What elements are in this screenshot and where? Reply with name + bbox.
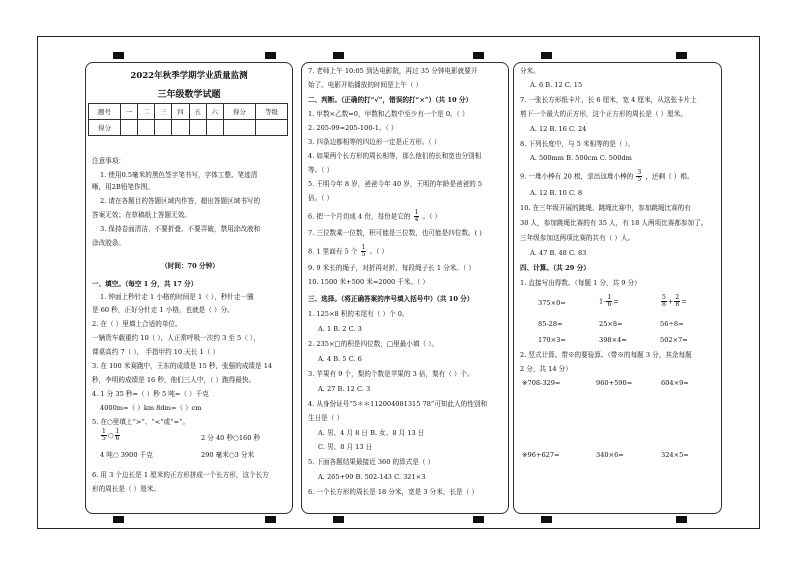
question-line: 形的周长是（ ）厘米。 [92,485,161,493]
column-1 [85,62,293,514]
notes-line: 3. 保持卷面清洁，不要折叠、不要弄破，禁用涂改液和 [100,225,261,233]
calc-item: 170×3= [538,336,566,344]
registration-mark [113,52,124,59]
question-line: 5. 下面各题结果最接近 360 的算式是（ ） [308,458,435,466]
registration-mark [265,516,276,523]
score-cell[interactable] [189,120,206,136]
question-text: 9. 一堆小棒有 20 根，拿出这堆小棒的 [520,172,634,181]
compare-item: 290 毫米○3 分米 [201,451,255,459]
question-line: 剪下一个最大的正方形，这个正方形的周长是（ ）厘米。 [520,110,687,118]
question-line: 4. 从身份证号“5＊＊112004081315 78”可知此人的性别和 [308,400,488,408]
option-line: A. 1 B. 2 C. 3 [318,325,362,333]
score-row-label: 得分 [89,120,121,136]
question-line: 1. 直接写出得数。（每题 1 分，共 9 分） [520,279,641,287]
exam-subtitle: 三年级数学试题 [157,90,221,100]
question-text: 6. 把一个月切成 4 份，每份是它的 [308,212,411,221]
question-line: 1. 125×8 积的末尾有（ ）个 0。 [308,310,409,318]
question-line: 4. 1 分 35 秒=（ ）秒 5 吨=（ ）千克 [92,390,209,398]
score-header-cell: 三 [155,104,172,120]
question-line: 始了。电影开始播放的时间是上午（ ） [308,81,423,89]
registration-mark [265,52,276,59]
fraction: $\frac{1}{4}$ [414,209,419,223]
calc-item: 56÷8= [660,320,684,328]
question-line: 7. 老师上午 10:05 到达电影院，再过 35 分钟电影就要开 [308,67,478,75]
question-line [308,245,504,258]
compare-item: 2 分 40 秒○160 秒 [201,434,261,442]
calc-item: 502×7≈ [660,336,688,344]
fraction: $\frac{1}{5}$ [102,428,106,442]
calc-item: 960+590= [596,379,633,387]
question-line: 分米。 [520,67,540,75]
calc-item: 25×8= [599,320,623,328]
calc-item: 604×9= [661,379,689,387]
registration-mark [541,516,552,523]
question-line: 3. 在 100 米赛跑中，王东的成绩是 15 秒，张强的成绩是 14 [92,362,273,370]
notes-line: 2. 请在各题目的答题区域内作答，超出答题区域书写的 [100,197,261,205]
notes-line: 涂改胶条。 [92,239,125,247]
question-line: 2. 205-99=205-100-1。（ ） [308,124,398,132]
question-line: 5. 在○里填上“>”、“<”或“=”。 [92,418,190,426]
registration-mark [333,516,344,523]
question-line: 课桌高约 7（ ）， 手指甲约 10 天长 1（ ） [92,348,220,356]
score-header-cell: 二 [138,104,155,120]
registration-mark [676,52,687,59]
calc-item: ※96+627= [522,451,560,459]
calc-item: 398×4≈ [599,336,627,344]
question-line: 10. 1500 米+500 米=2000 千米。（ ） [308,278,430,286]
question-line: 生日是（ ） [308,414,344,422]
fraction: $\frac{5}{8}$ [662,294,666,308]
registration-mark [473,516,484,523]
question-line: 6. 一个长方形的周长是 18 分米，宽是 3 分米，长是（ ） [308,488,478,496]
calc-item: 324×5= [661,451,689,459]
question-line: 4. 如果两个长方形的周长相等，那么他们的长和宽也分别相 [308,152,482,160]
score-cell[interactable] [255,120,287,136]
fraction: $\frac{1}{5}$ [361,244,366,258]
question-line: 是 60 秒，正好分针走 1 小格，也就是（ ）分。 [92,306,234,314]
notes-line: 1. 使用0.5毫米的黑色签字笔书写，字体工整、笔迹清 [100,171,258,179]
calc-item: 85-28= [538,320,563,328]
question-line: 5. 王明今年 8 岁，爸爸今年 40 岁，王明的年龄是爸爸的 5 [308,180,483,188]
question-line: 三年级参加这两项比赛的共有（ ）人。 [520,234,635,242]
compare-item-fractions: $\frac{1}{5}$ ○ $\frac{1}{6}$ [102,428,120,442]
question-line [308,210,504,223]
question-line: 2. 竖式计算。带※的要验算。（带※的每题 3 分，其余每题 [520,351,692,359]
score-cell[interactable] [223,120,255,136]
calc-item: 375×0= [538,299,566,307]
registration-mark [333,52,344,59]
section-2-heading: 二、判断。（正确的打“√”，错误的打“×”）（共 10 分） [308,96,473,104]
option-line: A. 6 B. 12 C. 15 [530,81,583,89]
calc-item-fraction: $\frac{5}{8}$ + $\frac{2}{8}$ = [662,294,687,308]
question-line: 1. 甲数×乙数=0，甲数和乙数中至少有一个是 0。（ ） [308,110,469,118]
score-cell[interactable] [155,120,172,136]
section-1-heading: 一、填空。（每空 1 分，共 17 分） [92,280,198,288]
question-line: 一辆货车载重约 10（ ），人正常呼吸一次约 3 至 5（ ）， [92,334,260,342]
question-line: 2. 在（ ）里填上合适的单位。 [92,320,182,328]
question-line: 秒，李明的成绩是 16 秒，他们三人中，（ ）跑得最快。 [92,376,256,384]
fraction: $\frac{3}{5}$ [637,169,642,183]
fraction: $\frac{1}{6}$ [115,428,120,442]
exam-time: （时间：70 分钟） [161,262,219,270]
option-line: A. 500mm B. 500cm C. 500dm [530,154,632,162]
section-4-heading: 四、计算。（共 29 分） [520,264,590,272]
exam-title: 2022年秋季学期学业质量监测 [130,71,248,81]
score-cell[interactable] [206,120,223,136]
option-line: A. 男、4 月 8 日 B. 女、8 月 13 日 [318,429,425,437]
score-cell[interactable] [138,120,155,136]
question-line: 10. 在三年级开展的跳绳、跳绳比赛中，参加跳绳比赛的有 [520,204,691,212]
score-header-cell: 一 [121,104,138,120]
question-line: 9. 9 米长的绳子，对折再对折，每段绳子长 1 分米。（ ） [308,264,475,272]
question-line: 倍。（ ） [308,194,334,202]
question-line: 2 分，共 14 分） [520,365,572,373]
question-line: 6. 用 3 个边长是 1 厘米的正方形拼成一个长方形，这个长方 [92,471,269,479]
registration-mark [541,52,552,59]
option-line: C. 男、8 月 13 日 [318,443,373,451]
notes-line: 晰，用2B铅笔作图。 [92,183,154,191]
calc-item-fraction: 1- $\frac{1}{6}$ = [599,294,619,308]
question-line: 1. 钟面上秒针走 1 小格的时间是 1（ ），秒针走一圈 [100,293,254,301]
question-line: 3. 四条边都相等的四边形一定是正方形。（ ） [308,138,441,146]
calc-item: 340×6= [596,451,624,459]
option-line: A. 12 B. 10 C. 8 [530,189,583,197]
registration-mark [676,516,687,523]
option-line: A. 12 B. 16 C. 24 [530,125,587,133]
question-line: 30 人，参加跳绳比赛的有 35 人，有 18 人两项比赛都参加了。 [520,219,708,227]
score-header-cell: 四 [172,104,189,120]
registration-mark [473,52,484,59]
calc-item: ※708-329= [522,379,561,387]
question-text: ，还剩（ ）根。 [645,172,694,181]
score-table [88,103,288,136]
question-line [520,170,717,183]
score-cell[interactable] [121,120,138,136]
score-table-header-row [89,104,288,120]
option-line: A. 27 B. 12 C. 3 [318,385,371,393]
column-2 [301,62,509,514]
section-3-heading: 三、选择。（将正确答案的序号填入括号中）（共 10 分） [308,295,474,303]
question-line: 7. 三位数乘一位数，积可能是三位数，也可能是四位数。( ) [308,229,482,237]
option-line: A. 47 B. 48 C. 83 [530,249,587,257]
fraction: $\frac{2}{8}$ [675,294,680,308]
question-line: 2. 235×□的积是四位数，□里最小填（ ）。 [308,340,439,348]
question-line: 7. 一张长方形纸卡片，长 6 厘米，宽 4 厘米，从这张卡片上 [520,96,697,104]
score-header-cell: 五 [189,104,206,120]
option-line: A. 4 B. 5 C. 6 [318,355,362,363]
notes-line: 答案无效；在草稿纸上答题无效。 [92,211,191,219]
notes-heading: 注意事项： [92,157,125,165]
question-line: 8. 下列长度中，与 5 米相等的是（ ）。 [520,140,635,148]
question-text: 。（ ） [369,247,389,256]
compare-item: 4 吨○ 3900 千克 [100,451,153,459]
question-line: 3. 苹果有 9 个，梨的个数是苹果的 3 倍，梨有（ ）个。 [308,370,474,378]
question-text: 8. 1 里面有 5 个 [308,247,358,256]
score-header-cell: 得分 [223,104,255,120]
question-line: 等。（ ） [308,166,334,174]
column-3 [513,62,722,514]
option-line: A. 265+99 B. 502-143 C. 321×3 [318,473,426,481]
question-text: 。（ ） [422,212,442,221]
score-cell[interactable] [172,120,189,136]
score-table-score-row [89,120,288,136]
score-header-cell: 六 [206,104,223,120]
score-header-cell: 等级 [255,104,287,120]
question-line: 4000m=（ ）km 8dm=（ ）cm [100,404,202,412]
fraction: $\frac{1}{6}$ [607,294,612,308]
score-header-cell: 题号 [89,104,121,120]
registration-mark [113,516,124,523]
